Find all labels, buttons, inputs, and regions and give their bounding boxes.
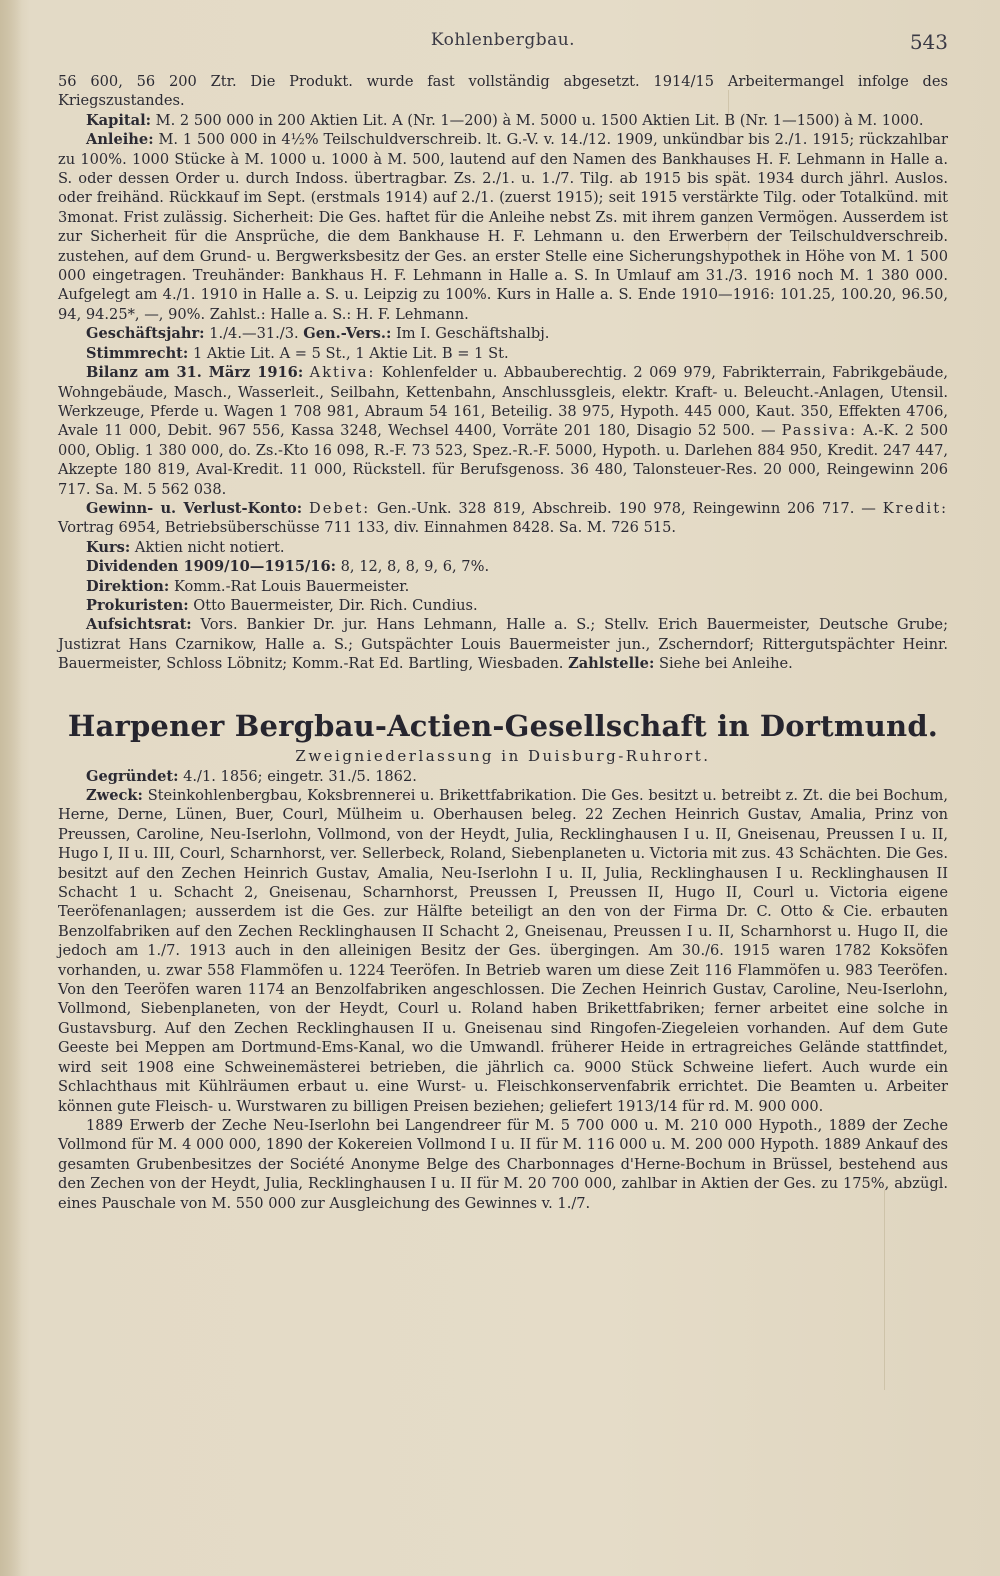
zahlstelle-label: Zahlstelle: — [568, 655, 655, 673]
stimmrecht-label: Stimmrecht: — [86, 344, 189, 362]
aufsichtsrat-text: Vors. Bankier Dr. jur. Hans Lehmann, Halle a. S.; Stellv. Erich Bauermeister, Deutsche Grube; Justizrat Hans Czarnikow, Halle a. S.; Gutspächter Louis Bauermeister jun., Zscherndorf; Rittergutspächter Heinr. Bauermeister, Schloss Löbnitz; Komm.-Rat Ed. Bartling, Wiesbaden. — [58, 616, 948, 673]
gegruendet-paragraph — [58, 767, 948, 786]
stimmrecht-text: 1 Aktie Lit. A = 5 St., 1 Aktie Lit. B = 1 St. — [192, 344, 509, 362]
page-header — [58, 30, 948, 56]
kurs-text: Aktien nicht notiert. — [134, 538, 285, 556]
kapital-paragraph — [58, 111, 948, 130]
geschaeftsjahr-paragraph — [58, 324, 948, 343]
aktiva-label: Aktiva: — [309, 364, 376, 382]
anleihe-paragraph — [58, 130, 948, 324]
bilanz-paragraph — [58, 363, 948, 499]
intro-text: 56 600, 56 200 Ztr. Die Produkt. wurde fast vollständig abgesetzt. 1914/15 Arbeitermangel infolge des Kriegszustandes. — [58, 73, 948, 110]
history-paragraph — [58, 1116, 948, 1213]
paper-crease — [884, 1190, 885, 1390]
aktiva-text: Kohlenfelder u. Abbauberechtig. 2 069 979, Fabrikterrain, Fabrikgebäude, Wohngebäude, Masch., Wasserleit., Seilbahn, Kettenbahn, Anschlussgleis, elektr. Kraft- u. Beleucht.-Anlagen, Utensil. Werkzeuge, Pferde u. Wagen 1 708 981, Abraum 54 161, Beteilig. 38 975, Hypoth. 445 000, Kaut. 350, Effekten 4706, Avale 11 000, Debit. 967 556, Kassa 3248, Wechsel 4400, Vorräte 201 180, Disagio 52 500. — — [58, 364, 948, 440]
passiva-text: A.-K. 2 500 000, Oblig. 1 380 000, do. Zs.-Kto 16 098, R.-F. 73 523, Spez.-R.-F. 5000, Hypoth. u. Darlehen 884 950, Kredit. 247 447, Akzepte 180 819, Aval-Kredit. 11 000, Rückstell. für Berufsgenoss. 36 480, Talonsteuer-Res. 20 000, Reingewinn 206 717. Sa. M. 5 562 038. — [58, 422, 948, 498]
page-content — [58, 72, 948, 1213]
running-title: Kohlenbergbau. — [430, 30, 576, 50]
page-number: 543 — [909, 30, 948, 54]
genvers-label: Gen.-Vers.: — [303, 325, 392, 343]
gegruendet-text: 4./1. 1856; eingetr. 31./5. 1862. — [183, 767, 417, 785]
dividenden-text: 8, 12, 8, 8, 9, 6, 7%. — [340, 558, 490, 576]
firm-title: Harpener Bergbau-Actien-Gesellschaft in Dortmund. — [67, 708, 939, 743]
zweck-paragraph — [58, 786, 948, 1116]
genvers-text: Im I. Geschäftshalbj. — [396, 325, 550, 343]
gegruendet-label: Gegründet: — [86, 767, 179, 785]
stimmrecht-paragraph — [58, 344, 948, 363]
dividenden-paragraph — [58, 557, 948, 576]
debet-label: Debet: — [309, 499, 371, 517]
bilanz-label: Bilanz am 31. März 1916: — [86, 364, 304, 382]
zweck-text: Steinkohlenbergbau, Koksbrennerei u. Brikettfabrikation. Die Ges. besitzt u. betreibt z. Zt. die bei Bochum, Herne, Derne, Lünen, Buer, Courl, Mülheim u. Oberhausen beleg. 22 Zechen Heinrich Gustav, Amalia, Prinz von Preussen, Caroline, Neu-Iserlohn, Vollmond, von der Heydt, Julia, Recklinghausen I u. II, Gneisenau, Preussen I u. II, Hugo I, II u. III, Courl, Scharnhorst, ver. Sellerbeck, Roland, Siebenplaneten u. Victoria mit zus. 43 Schächten. Die Ges. besitzt auf den Zechen Heinrich Gustav, Amalia, Neu-Iserlohn I u. II, Julia, Recklinghausen I u. Recklinghausen II Schacht 1 u. Schacht 2, Gneisenau, Scharnhorst, Preussen I, Preussen II, Hugo II, Courl u. Victoria eigene Teeröfenanlagen; ausserdem ist die Ges. zur Hälfte beteiligt an den von der Firma Dr. C. Otto & Cie. erbauten Benzolfabriken auf den Zechen Recklinghausen II Schacht 2, Gneisenau, Preussen I u. II, Scharnhorst u. Hugo II, die jedoch am 1./7. 1913 auch in den alleinigen Besitz der Ges. übergingen. Am 30./6. 1915 waren 1782 Koksöfen vorhanden, u. zwar 558 Flammöfen u. 1224 Teeröfen. In Betrieb waren um diese Zeit 116 Flammöfen u. 983 Teeröfen. Von den Teeröfen waren 1174 an Benzolfabriken angeschlossen. Die Zechen Heinrich Gustav, Caroline, Neu-Iserlohn, Vollmond, Siebenplaneten, von der Heydt, Courl u. Roland haben Brikettfabriken; ferner arbeitet eine solche in Gustavsburg. Auf den Zechen Recklinghausen II u. Gneisenau sind Ringofen-Ziegeleien vorhanden. Auf dem Gute Geeste bei Meppen am Dortmund-Ems-Kanal, wo die Umwandl. früherer Heide in ertragreiches Gelände stattfindet, wird seit 1908 eine Schweinemästerei betrieben, die jährlich ca. 9000 Stück Schweine liefert. Auch wurde ein Schlachthaus mit Kühlräumen erbaut u. eine Wurst- u. Fleischkonservenfabrik errichtet. Die Beamten u. Arbeiter können gute Fleisch- u. Wurstwaren zu billigen Preisen beziehen; geliefert 1913/14 für rd. M. 900 000. — [58, 787, 949, 1115]
kredit-label: Kredit: — [882, 499, 948, 517]
aufsichtsrat-label: Aufsichtsrat: — [86, 616, 192, 634]
dividenden-label: Dividenden 1909/10—1915/16: — [86, 558, 336, 576]
kurs-paragraph — [58, 538, 948, 557]
geschaeftsjahr-text: 1./4.—31./3. — [209, 325, 299, 343]
aufsichtsrat-paragraph — [58, 615, 948, 673]
direktion-text: Komm.-Rat Louis Bauermeister. — [173, 577, 410, 595]
prokuristen-paragraph — [58, 596, 948, 615]
zahlstelle-text: Siehe bei Anleihe. — [658, 655, 793, 673]
intro-paragraph — [58, 72, 948, 111]
history-text: 1889 Erwerb der Zeche Neu-Iserlohn bei Langendreer für M. 5 700 000 u. M. 210 000 Hypoth., 1889 der Zeche Vollmond für M. 4 000 000, 1890 der Kokereien Vollmond I u. II für M. 116 000 u. M. 200 000 Hypoth. 1889 Ankauf des gesamten Grubenbesitzes der Société Anonyme Belge des Charbonnages d'Herne-Bochum in Brüssel, bestehend aus den Zechen von der Heydt, Julia, Recklinghausen I u. II für M. 20 700 000, zahlbar in Aktien der Ges. zu 175%, abzügl. eines Pauschale von M. 550 000 zur Ausgleichung des Gewinnes v. 1./7. — [58, 1116, 948, 1212]
debet-text: Gen.-Unk. 328 819, Abschreib. 190 978, Reingewinn 206 717. — — [377, 499, 876, 517]
geschaeftsjahr-label: Geschäftsjahr: — [86, 325, 205, 343]
zweck-label: Zweck: — [86, 787, 143, 804]
prokuristen-text: Otto Bauermeister, Dir. Rich. Cundius. — [193, 596, 478, 614]
kapital-text: M. 2 500 000 in 200 Aktien Lit. A (Nr. 1—200) à M. 5000 u. 1500 Aktien Lit. B (Nr. 1—1500) à M. 1000. — [155, 111, 924, 129]
anleihe-text: M. 1 500 000 in 4½% Teilschuldverschreib. lt. G.-V. v. 14./12. 1909, unkündbar bis 2./1. 1915; rückzahlbar zu 100%. 1000 Stücke à M. 1000 u. 1000 à M. 500, lautend auf den Namen des Bankhauses H. F. Lehmann in Halle a. S. oder dessen Order u. durch Indoss. übertragbar. Zs. 2./1. u. 1./7. Tilg. ab 1915 bis spät. 1934 durch jährl. Auslos. oder freihänd. Rückkauf im Sept. (erstmals 1914) auf 2./1. (zuerst 1915); seit 1915 verstärkte Tilg. oder Totalkünd. mit 3monat. Frist zulässig. Sicherheit: Die Ges. haftet für die Anleihe nebst Zs. mit ihrem ganzen Vermögen. Ausserdem ist zur Sicherheit für die Ansprüche, die dem Bankhause H. F. Lehmann u. den Erwerbern der Teilschuldverschreib. zustehen, auf dem Grund- u. Bergwerksbesitz der Ges. an erster Stelle eine Sicherungshypothek in Höhe von M. 1 500 000 eingetragen. Treuhänder: Bankhaus H. F. Lehmann in Halle a. S. In Umlauf am 31./3. 1916 noch M. 1 380 000. Aufgelegt am 4./1. 1910 in Halle a. S. u. Leipzig zu 100%. Kurs in Halle a. S. Ende 1910—1916: 101.25, 100.20, 96.50, 94, 94.25*, —, 90%. Zahlst.: Halle a. S.: H. F. Lehmann. — [58, 131, 948, 323]
direktion-label: Direktion: — [86, 577, 170, 595]
kapital-label: Kapital: — [86, 111, 152, 129]
direktion-paragraph — [58, 577, 948, 596]
prokuristen-label: Prokuristen: — [86, 596, 189, 614]
kredit-text: Vortrag 6954, Betriebsüberschüsse 711 133, div. Einnahmen 8428. Sa. M. 726 515. — [58, 519, 677, 537]
passiva-label: Passiva: — [781, 422, 858, 440]
firm-subtitle: Zweigniederlassung in Duisburg-Ruhrort. — [295, 746, 711, 765]
guv-paragraph — [58, 499, 948, 538]
kurs-label: Kurs: — [86, 538, 131, 556]
anleihe-label: Anleihe: — [86, 131, 154, 149]
guv-label: Gewinn- u. Verlust-Konto: — [86, 499, 303, 517]
